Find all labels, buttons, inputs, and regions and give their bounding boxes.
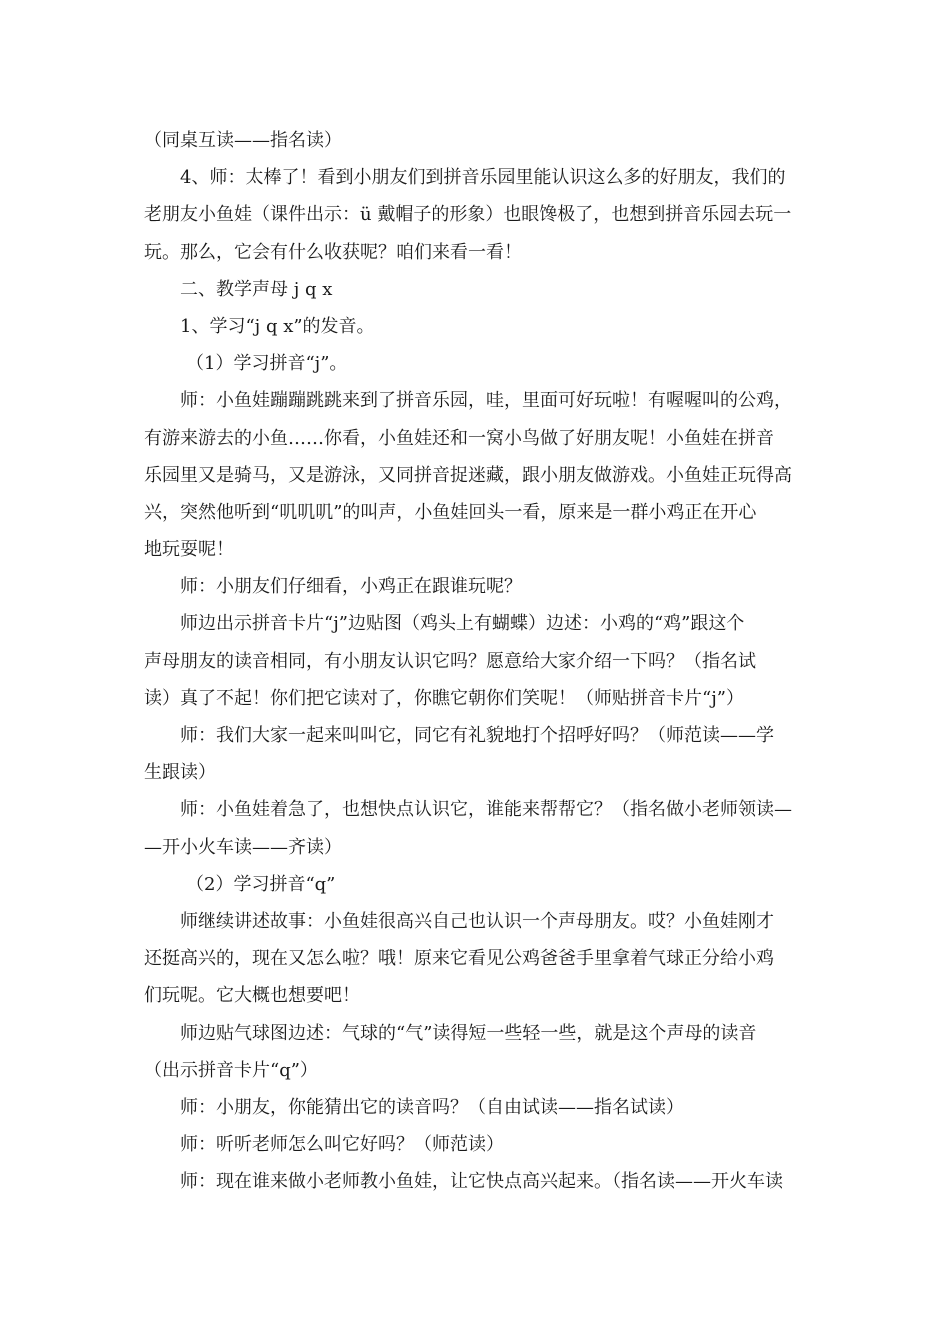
text-line: 1、学习“j q x”的发音。 [180,315,375,337]
text-line: —开小火车读——齐读） [144,836,342,858]
text-line: （出示拼音卡片“q”） [144,1059,318,1081]
text-line: （2）学习拼音“q” [186,873,336,895]
text-line: 声母朋友的读音相同，有小朋友认识它吗？愿意给大家介绍一下吗？（指名试 [144,650,756,672]
text-line: 玩。那么，它会有什么收获呢？咱们来看一看！ [144,241,522,263]
text-line: 师：我们大家一起来叫叫它，同它有礼貌地打个招呼好吗？（师范读——学 [180,725,774,746]
text-line: （1）学习拼音“j”。 [186,353,348,375]
text-line: 师边出示拼音卡片“j”边贴图（鸡头上有蝴蝶）边述：小鸡的“鸡”跟这个 [180,613,745,635]
text-line: 师：小鱼娃蹦蹦跳跳来到了拼音乐园，哇，里面可好玩啦！有喔喔叫的公鸡， [180,390,792,412]
text-line: 二、教学声母 j q x [180,278,333,300]
text-line: （同桌互读——指名读） [144,130,342,151]
text-line: 4、师：太棒了！看到小朋友们到拼音乐园里能认识这么多的好朋友，我们的 [180,167,786,189]
text-line: 乐园里又是骑马，又是游泳，又同拼音捉迷藏，跟小朋友做游戏。小鱼娃正玩得高 [144,464,792,486]
text-line: 兴，突然他听到“叽叽叽”的叫声，小鱼娃回头一看，原来是一群小鸡正在开心 [144,501,757,523]
text-line: 师：听听老师怎么叫它好吗？（师范读） [180,1134,504,1156]
text-line: 师边贴气球图边述：气球的“气”读得短一些轻一些，就是这个声母的读音 [180,1022,757,1044]
text-line: 师：小朋友们仔细看，小鸡正在跟谁玩呢？ [180,576,522,598]
text-line: 还挺高兴的，现在又怎么啦？哦！原来它看见公鸡爸爸手里拿着气球正分给小鸡 [144,948,774,970]
text-line: 生跟读） [144,762,216,784]
text-line: 地玩耍呢！ [144,539,234,561]
text-line: 有游来游去的小鱼……你看，小鱼娃还和一窝小鸟做了好朋友呢！小鱼娃在拼音 [144,427,774,449]
text-line: 师继续讲述故事：小鱼娃很高兴自己也认识一个声母朋友。哎？小鱼娃刚才 [180,910,774,932]
text-line: 师：小鱼娃着急了，也想快点认识它，谁能来帮帮它？（指名做小老师领读— [180,799,792,821]
document-body [144,122,808,1200]
text-line: 师：现在谁来做小老师教小鱼娃，让它快点高兴起来。（指名读——开火车读 [180,1171,783,1193]
text-line: 师：小朋友，你能猜出它的读音吗？（自由试读——指名试读） [180,1096,684,1118]
text-line: 读）真了不起！你们把它读对了，你瞧它朝你们笑呢！（师贴拼音卡片“j”） [144,687,744,709]
text-line: 们玩呢。它大概也想要吧！ [144,985,360,1007]
text-line: 老朋友小鱼娃（课件出示：ü 戴帽子的形象）也眼馋极了，也想到拼音乐园去玩一 [144,204,792,226]
